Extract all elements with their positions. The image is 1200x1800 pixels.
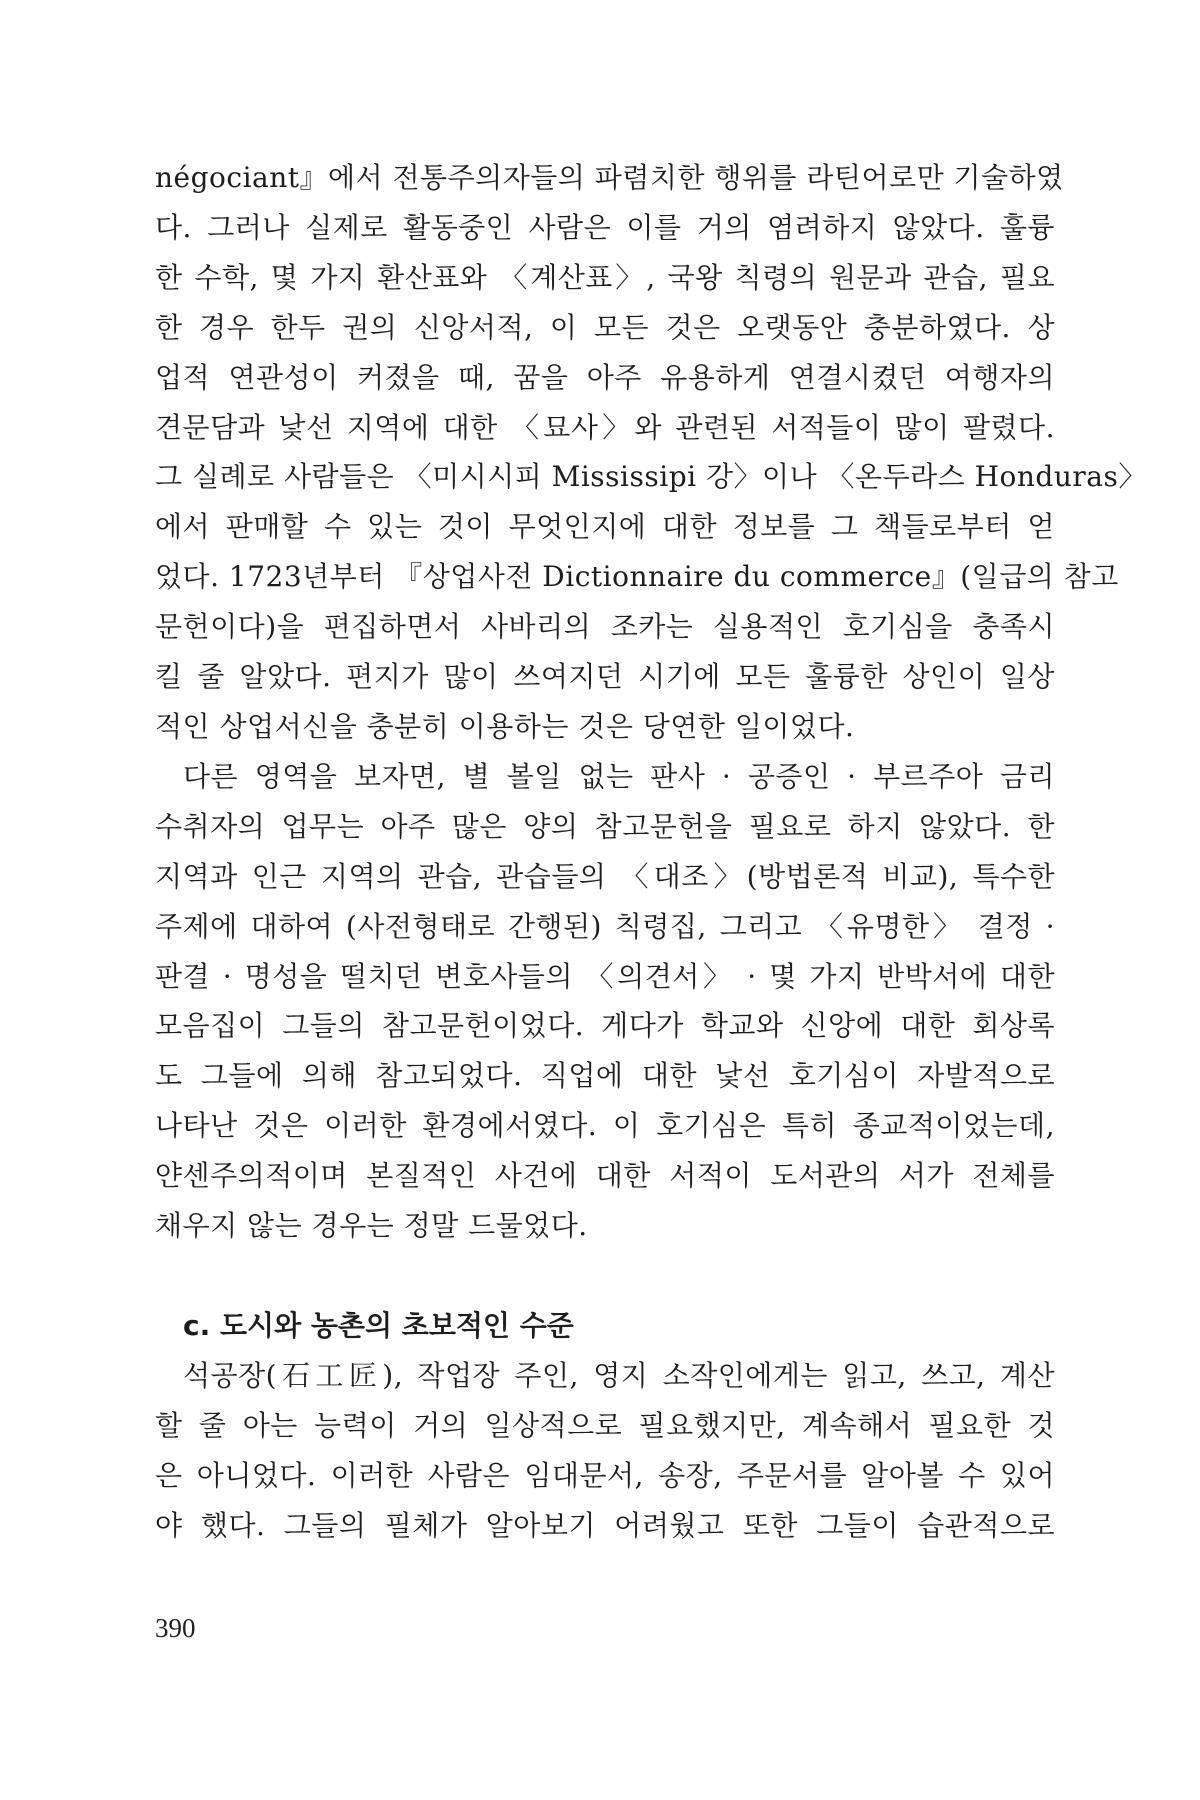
- text-line: 한 수학, 몇 가지 환산표와 〈계산표〉, 국왕 칙령의 원문과 관습, 필요: [155, 260, 1055, 294]
- text-line: 채우지 않는 경우는 정말 드물었다.: [155, 1209, 588, 1243]
- text-line: 문헌이다)을 편집하면서 사바리의 조카는 실용적인 호기심을 충족시: [155, 610, 1055, 644]
- paragraph-2: [155, 752, 1055, 1251]
- text-line: 도 그들에 의해 참고되었다. 직업에 대한 낯선 호기심이 자발적으로: [155, 1059, 1055, 1093]
- text-line: 업적 연관성이 커졌을 때, 꿈을 아주 유용하게 연결시켰던 여행자의: [155, 360, 1055, 394]
- paragraph-3: [155, 1351, 1055, 1551]
- text-line: 할 줄 아는 능력이 거의 일상적으로 필요했지만, 계속해서 필요한 것: [155, 1408, 1055, 1442]
- text-line: 얀센주의적이며 본질적인 사건에 대한 서적이 도서관의 서가 전체를: [155, 1159, 1055, 1193]
- text-line: 지역과 인근 지역의 관습, 관습들의 〈대조〉(방법론적 비교), 특수한: [155, 859, 1055, 893]
- text-line: 에서 판매할 수 있는 것이 무엇인지에 대한 정보를 그 책들로부터 얻: [155, 510, 1055, 544]
- text-line: 판결 · 명성을 떨치던 변호사들의 〈의견서〉 · 몇 가지 반박서에 대한: [155, 959, 1055, 993]
- text-line: 적인 상업서신을 충분히 이용하는 것은 당연한 일이었다.: [155, 709, 855, 743]
- text-line: 한 경우 한두 권의 신앙서적, 이 모든 것은 오랫동안 충분하였다. 상: [155, 310, 1055, 344]
- paragraph-1: [155, 153, 1147, 752]
- text-line: 야 했다. 그들의 필체가 알아보기 어려웠고 또한 그들이 습관적으로: [155, 1508, 1055, 1542]
- page-number: 390: [155, 1613, 196, 1643]
- body-text: [155, 153, 1147, 1551]
- text-line: 주제에 대하여 (사전형태로 간행된) 칙령집, 그리고 〈유명한〉 결정 ·: [155, 909, 1055, 943]
- text-line: 킬 줄 알았다. 편지가 많이 쓰여지던 시기에 모든 훌륭한 상인이 일상: [155, 660, 1055, 694]
- text-line: 었다. 1723년부터 『상업사전 Dictionnaire du commerce』(일급의 참고: [155, 560, 1119, 594]
- section-heading: c. 도시와 농촌의 초보적인 수준: [183, 1308, 574, 1342]
- text-line: 다른 영역을 보자면, 별 볼일 없는 판사 · 공증인 · 부르주아 금리: [183, 759, 1055, 793]
- text-line: 다. 그러나 실제로 활동중인 사람은 이를 거의 염려하지 않았다. 훌륭: [155, 210, 1055, 244]
- text-line: 나타난 것은 이러한 환경에서였다. 이 호기심은 특히 종교적이었는데,: [155, 1109, 1055, 1143]
- section-spacer: [155, 1251, 1055, 1301]
- text-line: 견문담과 낯선 지역에 대한 〈묘사〉와 관련된 서적들이 많이 팔렸다.: [155, 410, 1055, 444]
- text-line: 그 실례로 사람들은 〈미시시피 Mississipi 강〉이나 〈온두라스 Honduras〉: [155, 460, 1147, 494]
- text-line: négociant』에서 전통주의자들의 파렴치한 행위를 라틴어로만 기술하였: [155, 161, 1064, 194]
- text-line: 은 아니었다. 이러한 사람은 임대문서, 송장, 주문서를 알아볼 수 있어: [155, 1458, 1055, 1492]
- text-line: 모음집이 그들의 참고문헌이었다. 게다가 학교와 신앙에 대한 회상록: [155, 1009, 1055, 1043]
- text-line: 석공장(石工匠), 작업장 주인, 영지 소작인에게는 읽고, 쓰고, 계산: [183, 1358, 1055, 1392]
- text-line: 수취자의 업무는 아주 많은 양의 참고문헌을 필요로 하지 않았다. 한: [155, 809, 1055, 843]
